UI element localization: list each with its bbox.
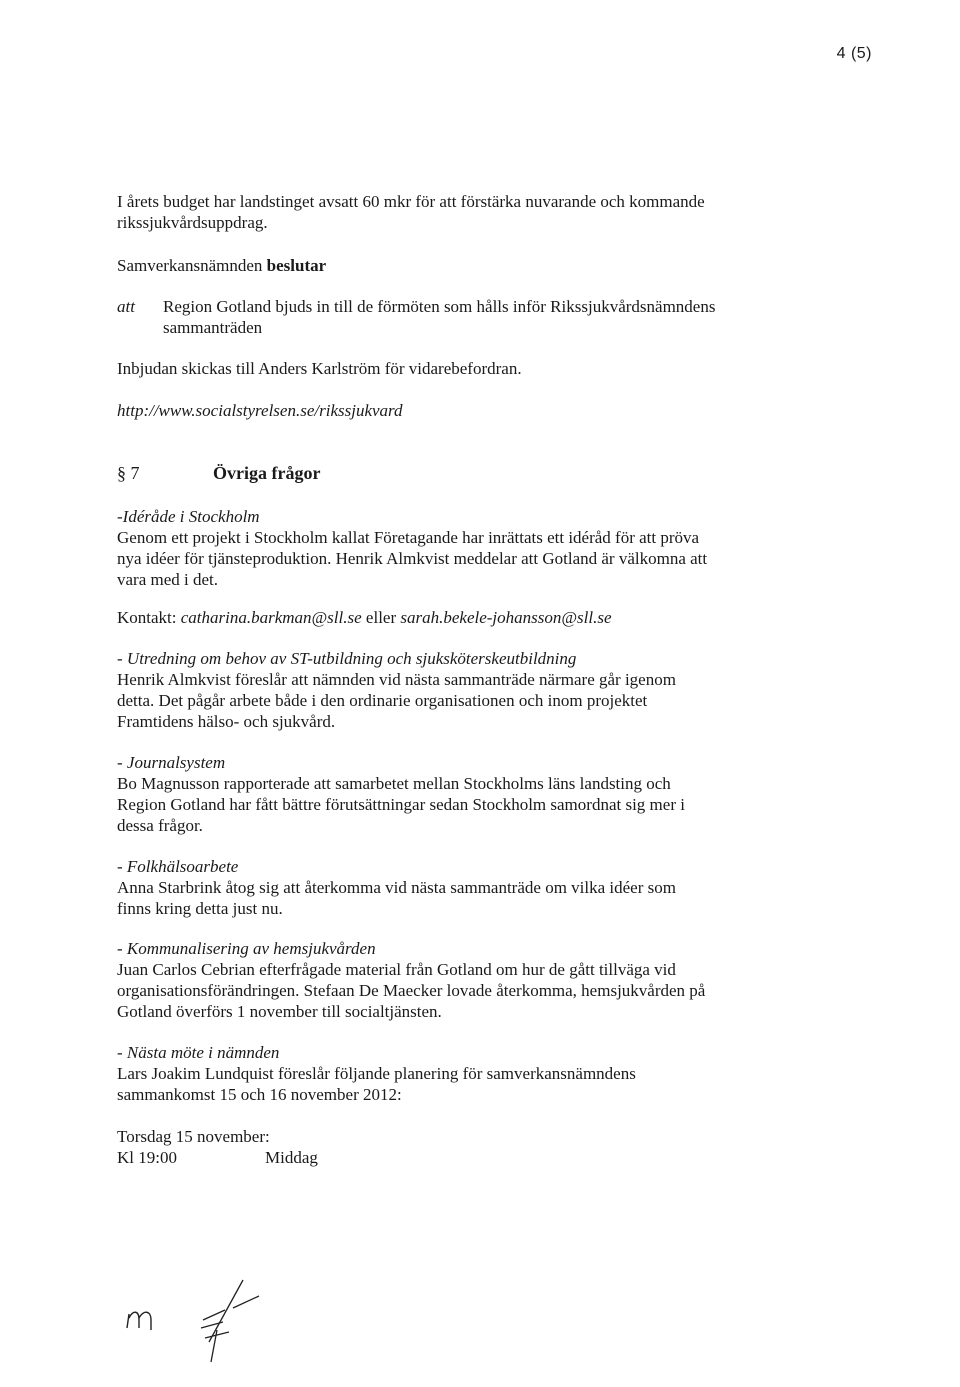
item-line: Lars Joakim Lundquist föreslår följande planering för samverkansnämndens	[117, 1064, 636, 1083]
item-heading: - Kommunalisering av hemsjukvården	[117, 939, 376, 958]
section-number: § 7	[117, 463, 140, 483]
contact-separator: eller	[361, 608, 401, 627]
signature	[125, 1270, 295, 1375]
item-heading: -Idéråde i Stockholm	[117, 507, 260, 526]
contact-email[interactable]: sarah.bekele-johansson@sll.se	[400, 608, 612, 627]
contact-line	[117, 607, 837, 628]
item-line: dessa frågor.	[117, 816, 203, 835]
agenda-item	[117, 1042, 837, 1105]
invitation-text: Inbjudan skickas till Anders Karlström för vidarebefordran.	[117, 359, 522, 378]
section-heading	[117, 463, 320, 484]
item-heading: - Journalsystem	[117, 753, 226, 772]
att-label: att	[117, 297, 135, 316]
decision-keyword: beslutar	[266, 256, 327, 275]
item-line: sammankomst 15 och 16 november 2012:	[117, 1085, 402, 1104]
schedule-activity: Middag	[265, 1148, 318, 1167]
intro-line: rikssjukvårdsuppdrag.	[117, 213, 268, 232]
item-heading: - Utredning om behov av ST-utbildning och sjuksköterskeutbildning	[117, 649, 577, 668]
item-line: organisationsförändringen. Stefaan De Maecker lovade återkomma, hemsjukvården på	[117, 981, 706, 1000]
item-line: finns kring detta just nu.	[117, 899, 283, 918]
decision-heading	[117, 255, 837, 276]
section-title: Övriga frågor	[213, 463, 321, 483]
agenda-item	[117, 648, 837, 732]
item-heading: - Folkhälsoarbete	[117, 857, 239, 876]
schedule-day: Torsdag 15 november:	[117, 1127, 270, 1146]
item-line: Gotland överförs 1 november till socialtjänsten.	[117, 1002, 442, 1021]
agenda-item	[117, 856, 837, 919]
agenda-item	[117, 506, 837, 590]
contact-label: Kontakt:	[117, 608, 181, 627]
page-number: 4 (5)	[836, 45, 872, 62]
item-line: Henrik Almkvist föreslår att nämnden vid nästa sammanträde närmare går igenom	[117, 670, 676, 689]
item-line: detta. Det pågår arbete både i den ordinarie organisationen och inom projektet	[117, 691, 648, 710]
item-line: vara med i det.	[117, 570, 219, 589]
att-line: sammanträden	[163, 318, 263, 337]
item-line: Anna Starbrink åtog sig att återkomma vid nästa sammanträde om vilka idéer som	[117, 878, 676, 897]
item-line: Juan Carlos Cebrian efterfrågade material från Gotland om hur de gått tillväga vid	[117, 960, 676, 979]
intro-line: I årets budget har landstinget avsatt 60 mkr för att förstärka nuvarande och kommande	[117, 192, 705, 211]
item-line: Framtidens hälso- och sjukvård.	[117, 712, 336, 731]
agenda-item	[117, 938, 837, 1022]
item-line: Bo Magnusson rapporterade att samarbetet mellan Stockholms läns landsting och	[117, 774, 671, 793]
agenda-item	[117, 752, 837, 836]
item-line: Region Gotland har fått bättre förutsättningar sedan Stockholm samordnat sig mer i	[117, 795, 685, 814]
att-line: Region Gotland bjuds in till de förmöten som hålls inför Rikssjukvårdsnämndens	[163, 297, 716, 316]
item-line: Genom ett projekt i Stockholm kallat Företagande har inrättats ett idéråd för att pröva	[117, 528, 700, 547]
contact-email[interactable]: catharina.barkman@sll.se	[180, 608, 362, 627]
item-heading: - Nästa möte i nämnden	[117, 1043, 280, 1062]
item-line: nya idéer för tjänsteproduktion. Henrik Almkvist meddelar att Gotland är välkomna att	[117, 549, 708, 568]
handwritten-signature	[125, 1270, 295, 1370]
decision-prefix: Samverkansnämnden	[117, 256, 267, 275]
intro-paragraph	[117, 191, 837, 233]
reference-link[interactable]: http://www.socialstyrelsen.se/rikssjukvard	[117, 401, 403, 420]
att-text	[163, 296, 853, 338]
schedule-time: Kl 19:00	[117, 1148, 177, 1167]
